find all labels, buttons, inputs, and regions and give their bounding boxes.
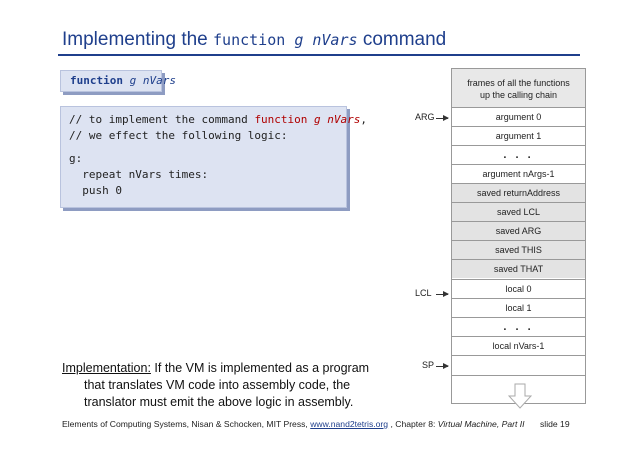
code-box xyxy=(60,106,368,208)
slide-number: slide 19 xyxy=(540,419,570,429)
title-code-keyword: function xyxy=(213,31,286,49)
stack-cell-saved-arg: saved ARG xyxy=(452,221,585,240)
stack-cell-saved-this: saved THIS xyxy=(452,240,585,259)
implementation-text-3: translator must emit the above logic in assembly. xyxy=(84,395,354,409)
implementation-label: Implementation: xyxy=(62,361,151,375)
title-suffix: command xyxy=(362,29,447,50)
title-prefix: Implementing the xyxy=(62,29,208,50)
sp-pointer-label: SP xyxy=(422,360,435,370)
title-code xyxy=(213,31,358,49)
stack-header-line-1: frames of all the functions xyxy=(467,78,570,88)
title-rule xyxy=(58,54,580,56)
stack-cell-ellipsis: . . . xyxy=(452,145,585,164)
command-keyword: function xyxy=(70,74,123,87)
footer xyxy=(62,419,525,429)
stack-cell-sp-slot xyxy=(452,355,585,375)
implementation-note xyxy=(62,360,392,411)
arg-pointer-arrow xyxy=(436,118,448,119)
footer-text: Elements of Computing Systems, Nisan & Schocken, MIT Press, xyxy=(62,419,311,429)
stack-diagram xyxy=(451,68,586,404)
footer-link[interactable]: www.nand2tetris.org xyxy=(310,419,389,429)
implementation-text-1: If the VM is implemented as a program xyxy=(150,361,370,375)
stack-cell-return-address: saved returnAddress xyxy=(452,183,585,202)
command-args: g nVars xyxy=(129,74,176,87)
code-line-1 xyxy=(69,113,367,126)
title-code-name: g nVars xyxy=(294,31,358,49)
stack-cell-argument-0: argument 0 xyxy=(452,107,585,126)
command-box xyxy=(60,70,176,92)
code-line-1-a: // to implement the command xyxy=(69,113,255,126)
code-line-4: repeat nVars times: xyxy=(69,168,209,181)
stack-cell-saved-that: saved THAT xyxy=(452,259,585,278)
lcl-pointer-label: LCL xyxy=(415,288,432,298)
stack-header xyxy=(452,69,585,107)
lcl-pointer-arrow xyxy=(436,294,448,295)
footer-chapter: Virtual Machine, Part II xyxy=(437,419,525,429)
code-line-5: push 0 xyxy=(69,184,122,197)
footer-text-2: , Chapter 8: xyxy=(388,419,438,429)
code-line-1-keyword: function xyxy=(254,113,308,126)
code-line-1-name: g nVars xyxy=(307,113,361,126)
stack-cell-argument-last: argument nArgs-1 xyxy=(452,164,585,183)
stack-cell-local-1: local 1 xyxy=(452,298,585,317)
code-line-2: // we effect the following logic: xyxy=(69,129,288,142)
sp-pointer-arrow xyxy=(436,366,448,367)
stack-cell-local-0: local 0 xyxy=(452,279,585,298)
code-line-3: g: xyxy=(69,152,83,165)
stack-growth-arrow-icon xyxy=(508,383,532,409)
stack-cell-local-last: local nVars-1 xyxy=(452,336,585,355)
arg-pointer-label: ARG xyxy=(415,112,435,122)
stack-cell-saved-lcl: saved LCL xyxy=(452,202,585,221)
implementation-text-2: that translates VM code into assembly code, the xyxy=(84,378,351,392)
page-title xyxy=(62,29,446,51)
code-line-1-d: , xyxy=(360,113,368,126)
stack-header-line-2: up the calling chain xyxy=(479,90,558,100)
stack-cell-argument-1: argument 1 xyxy=(452,126,585,145)
stack-cell-ellipsis: . . . xyxy=(452,317,585,336)
